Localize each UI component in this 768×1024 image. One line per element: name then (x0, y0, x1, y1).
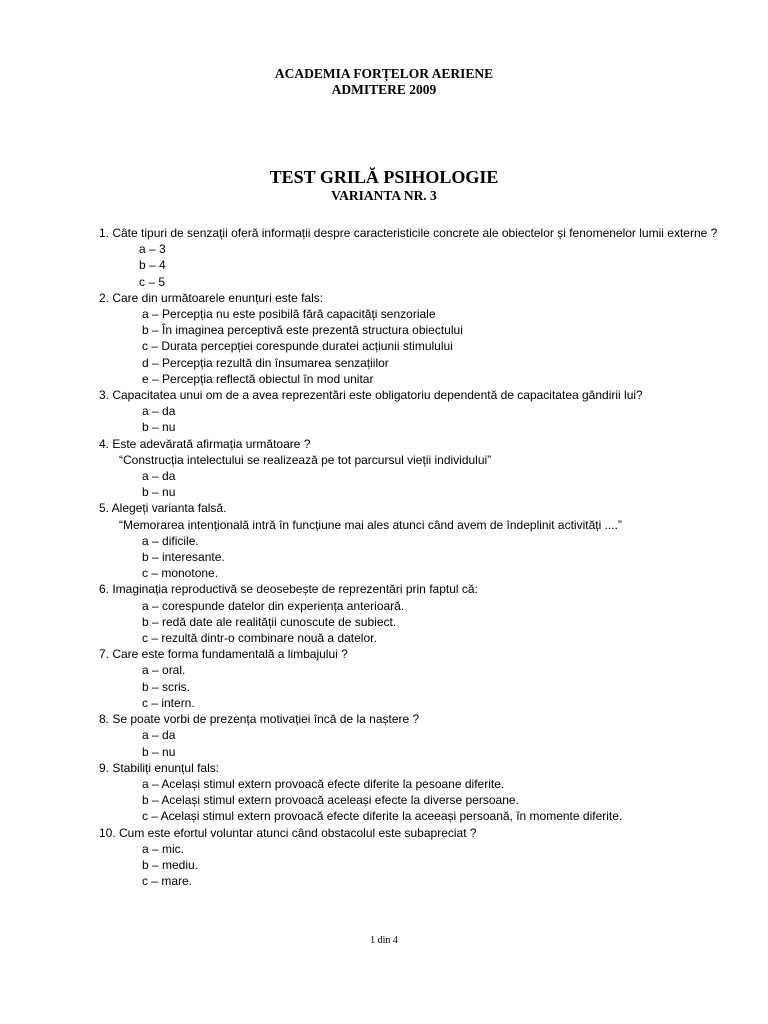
question-1 (99, 225, 731, 290)
question-8 (99, 711, 731, 760)
question-quote: “Construcția intelectului se realizează pe tot parcursul vieții individului” (119, 452, 492, 467)
answer-option: b – 4 (139, 258, 166, 273)
document-header (0, 66, 768, 98)
answer-option: a – da (142, 728, 176, 743)
answer-option: a – corespunde datelor din experiența anterioară. (142, 598, 405, 613)
answer-option: a – dificile. (142, 533, 199, 548)
question-text: 3. Capacitatea unui om de a avea reprezentări este obligatoriu dependentă de capacitatea gândirii lui? (99, 388, 643, 403)
question-6 (99, 581, 731, 646)
answer-option: b – nu (142, 485, 176, 500)
question-text: 5. Alegeți varianta falsă. (99, 501, 227, 516)
answer-option: c – monotone. (142, 566, 219, 581)
answer-option: b – mediu. (142, 857, 199, 872)
page-number: 1 din 4 (370, 935, 398, 946)
answer-option: c – intern. (142, 695, 195, 710)
question-text: 4. Este adevărată afirmația următoare ? (99, 436, 311, 451)
answer-option: c – mare. (142, 874, 193, 889)
answer-option: b – Același stimul extern provoacă aceleași efecte la diverse persoane. (142, 793, 519, 808)
exam-name: ADMITERE 2009 (331, 82, 437, 97)
answer-option: b – În imaginea perceptivă este prezentă structura obiectului (142, 323, 463, 338)
answer-option: a – Percepția nu este posibilă fără capacități senzoriale (142, 307, 436, 322)
answer-option: b – nu (142, 744, 176, 759)
variant-subtitle: VARIANTA NR. 3 (331, 188, 437, 203)
question-quote: “Memorarea intențională intră în funcțiune mai ales atunci când avem de îndeplinit activități ....” (119, 517, 622, 532)
answer-option: c – 5 (139, 274, 166, 289)
answer-option: a – oral. (142, 663, 186, 678)
question-text: 8. Se poate vorbi de prezența motivației încă de la naștere ? (99, 712, 420, 727)
question-10 (99, 825, 731, 890)
answer-option: a – Același stimul extern provoacă efecte diferite la pesoane diferite. (142, 776, 505, 791)
answer-option: b – scris. (142, 679, 191, 694)
answer-option: a – mic. (142, 841, 185, 856)
question-7 (99, 646, 731, 711)
answer-option: b – interesante. (142, 550, 225, 565)
title-block (0, 167, 768, 204)
question-text: 7. Care este forma fundamentală a limbajului ? (99, 647, 348, 662)
answer-option: a – da (142, 469, 176, 484)
answer-option: c – Același stimul extern provoacă efecte diferite la aceeași persoană, în momente diferite. (142, 809, 623, 824)
answer-option: a – da (142, 404, 176, 419)
question-text: 1. Câte tipuri de senzații oferă informații despre caracteristicile concrete ale obiectelor și fenomenelor lumii externe ? (99, 226, 718, 240)
question-text: 9. Stabiliți enunțul fals: (99, 760, 220, 775)
question-2 (99, 290, 731, 387)
question-list (99, 225, 731, 889)
question-text: 2. Care din următoarele enunțuri este fals: (99, 290, 324, 305)
answer-option: b – redă date ale realității cunoscute de subiect. (142, 614, 397, 629)
answer-option: c – rezultă dintr-o combinare nouă a datelor. (142, 631, 377, 646)
answer-option: b – nu (142, 420, 176, 435)
answer-option: c – Durata percepției corespunde duratei acțiunii stimulului (142, 339, 453, 354)
question-5 (99, 500, 731, 581)
answer-option: d – Percepția rezultă din însumarea senzațiilor (142, 355, 389, 370)
question-text: 6. Imaginația reproductivă se deosebește de reprezentări prin faptul că: (99, 582, 478, 597)
question-3 (99, 387, 731, 436)
question-4 (99, 436, 731, 501)
answer-option: e – Percepția reflectă obiectul în mod unitar (142, 371, 374, 386)
institution-name: ACADEMIA FORȚELOR AERIENE (274, 66, 494, 81)
question-9 (99, 760, 731, 825)
page-title: TEST GRILĂ PSIHOLOGIE (269, 167, 499, 187)
answer-option: a – 3 (139, 242, 166, 257)
question-text: 10. Cum este efortul voluntar atunci când obstacolul este subapreciat ? (99, 825, 477, 840)
